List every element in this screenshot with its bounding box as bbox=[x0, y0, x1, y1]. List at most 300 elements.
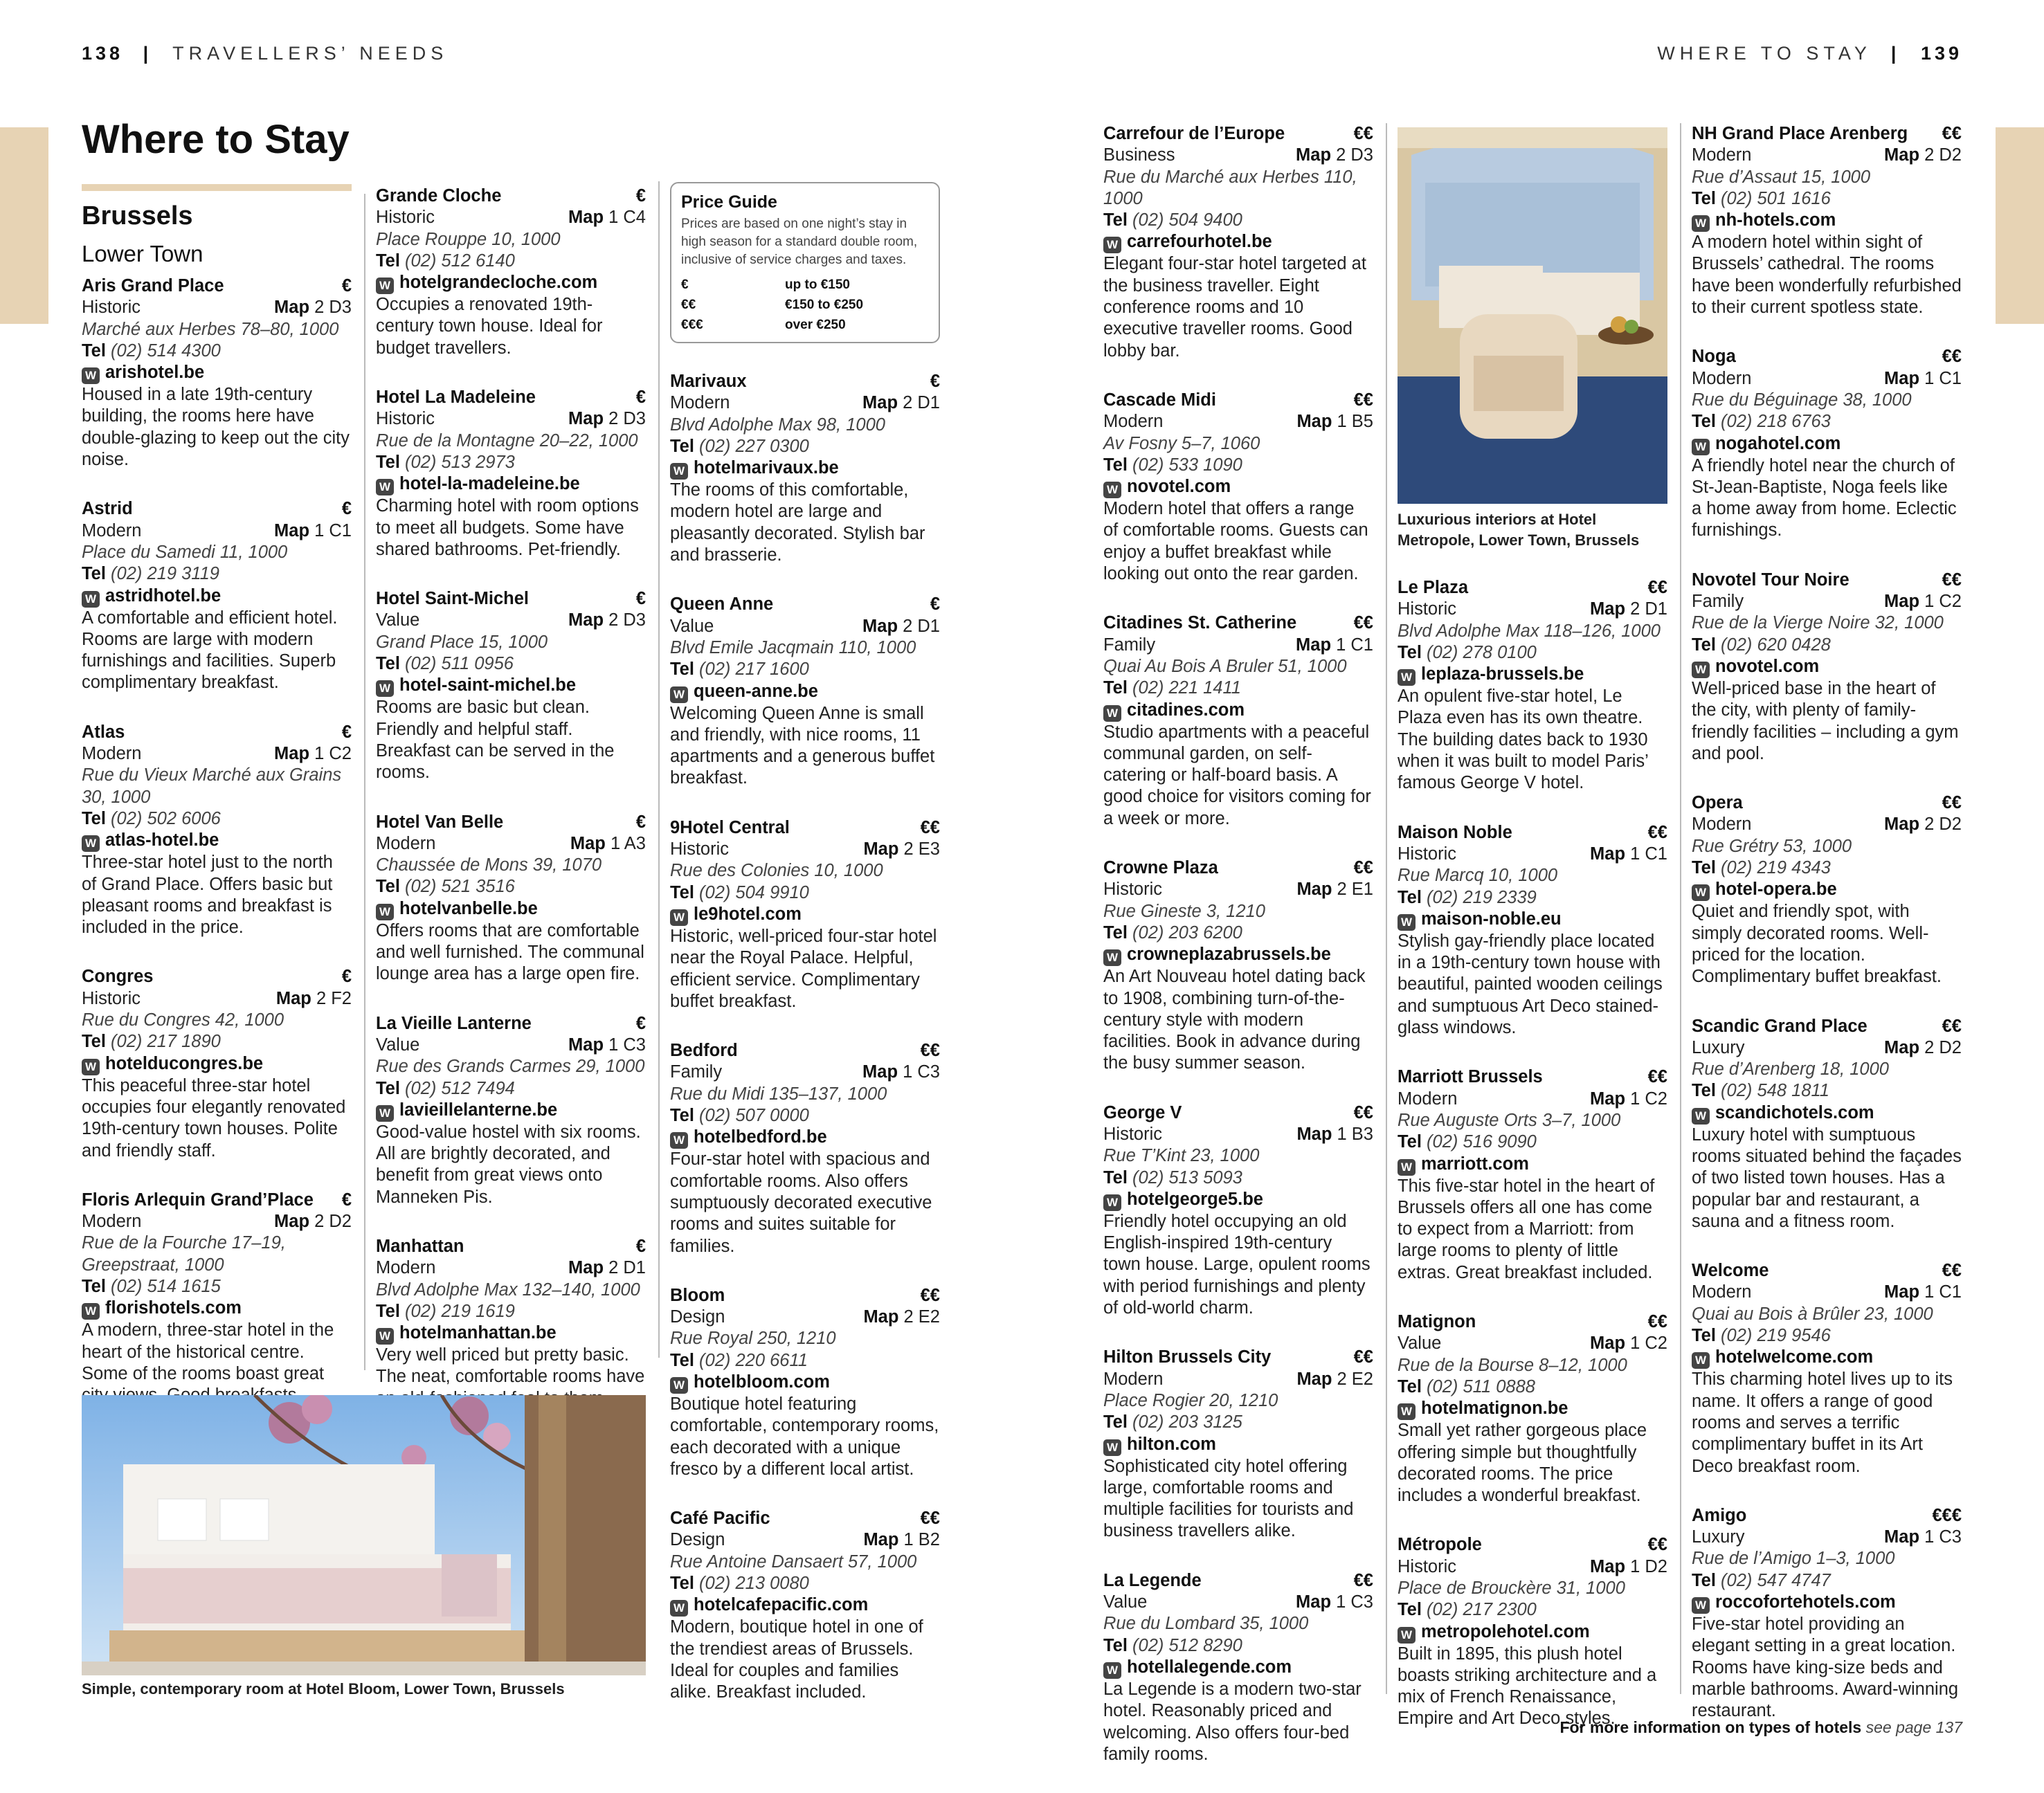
map-label: Map bbox=[274, 520, 310, 540]
tel-label: Tel bbox=[1103, 678, 1128, 698]
price-band: € bbox=[341, 722, 352, 742]
web-icon: W bbox=[1103, 1662, 1121, 1679]
web-icon: W bbox=[1103, 1439, 1121, 1456]
map-reference bbox=[568, 610, 646, 631]
hotel-entry bbox=[1103, 1347, 1373, 1542]
hotel-category: Modern bbox=[670, 393, 730, 413]
hotel-entry bbox=[1692, 1016, 1962, 1233]
web-icon: W bbox=[82, 1303, 100, 1320]
hotel-description: This five-star hotel in the heart of Brussels offers all one has come to expect from a Marriott: from large rooms to plenty of little extras. Great breakfast included. bbox=[1398, 1176, 1655, 1282]
hotel-address: Rue de la Montagne 20–22, 1000 bbox=[376, 430, 638, 450]
hotel-name: Manhattan bbox=[376, 1236, 464, 1256]
website-link[interactable]: hilton.com bbox=[1127, 1434, 1216, 1454]
hotel-website bbox=[1398, 1398, 1667, 1420]
website-link[interactable]: novotel.com bbox=[1127, 477, 1231, 497]
map-grid: 1 B5 bbox=[1337, 412, 1373, 432]
map-label: Map bbox=[274, 1212, 310, 1232]
hotel-name: Marriott Brussels bbox=[1398, 1067, 1543, 1087]
hotel-description: Sophisticated city hotel offering large, comfortable rooms and multiple facilities for tourists and business travellers alike. bbox=[1103, 1456, 1354, 1541]
map-label: Map bbox=[274, 744, 310, 764]
map-grid: 2 D2 bbox=[1924, 814, 1962, 835]
hotel-category: Modern bbox=[82, 1212, 142, 1232]
hotel-name: Bedford bbox=[670, 1041, 738, 1061]
web-icon: W bbox=[1398, 669, 1416, 686]
hotel-phone bbox=[1692, 1570, 1962, 1592]
hotel-heading-row bbox=[82, 1190, 352, 1211]
phone-number: (02) 620 0428 bbox=[1721, 635, 1831, 655]
hotel-entry bbox=[670, 1040, 940, 1257]
right-page-number: 139 bbox=[1920, 43, 1962, 64]
column-3 bbox=[670, 182, 940, 1731]
hotel-category: Modern bbox=[1692, 1282, 1752, 1302]
price-band: €€ bbox=[1353, 858, 1373, 878]
hotel-category-row bbox=[1103, 635, 1373, 656]
hotel-phone bbox=[1103, 210, 1373, 231]
map-reference bbox=[1296, 635, 1373, 656]
hotel-address: Blvd Adolphe Max 118–126, 1000 bbox=[1398, 621, 1661, 641]
map-reference bbox=[1296, 1124, 1373, 1145]
hotel-address: Rue d’Arenberg 18, 1000 bbox=[1692, 1059, 1889, 1080]
map-label: Map bbox=[570, 833, 606, 853]
map-reference bbox=[568, 1035, 646, 1056]
hotel-phone bbox=[1692, 635, 1962, 656]
hotel-phone bbox=[1692, 1080, 1962, 1102]
price-band: € bbox=[341, 967, 352, 987]
map-label: Map bbox=[862, 1062, 898, 1082]
hotel-phone bbox=[82, 808, 352, 830]
map-grid: 1 C1 bbox=[1336, 635, 1373, 655]
column-6 bbox=[1692, 123, 1962, 1750]
hotel-name: Noga bbox=[1692, 347, 1736, 367]
website-link[interactable]: hotelducongres.be bbox=[105, 1053, 264, 1073]
hotel-phone bbox=[82, 563, 352, 585]
website-link[interactable]: hotelcafepacific.com bbox=[694, 1595, 869, 1615]
hotel-name: Bloom bbox=[670, 1285, 725, 1305]
hotel-category-row bbox=[82, 1211, 352, 1232]
hotel-name: Café Pacific bbox=[670, 1509, 770, 1529]
hotel-address: Rue d’Assaut 15, 1000 bbox=[1692, 167, 1871, 187]
price-symbol: €€ bbox=[681, 298, 696, 312]
hotel-entry bbox=[82, 275, 352, 471]
hotel-website bbox=[376, 675, 646, 697]
map-reference bbox=[1884, 1527, 1962, 1548]
hotel-category: Family bbox=[1103, 635, 1156, 655]
hotel-website bbox=[82, 1053, 352, 1075]
hotel-website bbox=[1103, 231, 1373, 253]
hotel-website bbox=[376, 473, 646, 495]
web-icon: W bbox=[670, 463, 688, 480]
map-reference bbox=[276, 988, 352, 1010]
hotel-website bbox=[1398, 1154, 1667, 1176]
phone-number: (02) 219 3119 bbox=[111, 564, 219, 584]
website-link[interactable]: queen-anne.be bbox=[694, 681, 818, 701]
website-link[interactable]: hotelbloom.com bbox=[694, 1372, 830, 1392]
website-link[interactable]: hotellalegende.com bbox=[1127, 1657, 1292, 1677]
price-band: €€ bbox=[1353, 124, 1373, 143]
tel-label: Tel bbox=[1692, 635, 1716, 655]
hotel-category-row bbox=[376, 408, 646, 430]
hotel-entry bbox=[1398, 577, 1667, 794]
hotel-name: Scandic Grand Place bbox=[1692, 1016, 1867, 1036]
web-icon: W bbox=[1692, 662, 1710, 678]
hotel-description: Friendly hotel occupying an old English-inspired 19th-century town house. Large, opulent rooms with period furnishings and plenty of old-world charm. bbox=[1103, 1211, 1371, 1318]
hotel-category-row bbox=[1692, 145, 1962, 166]
hotel-description: Stylish gay-friendly place located in a 19th-century town house with beautiful, painted wooden ceilings and sumptuous Art Deco stained-glass windows. bbox=[1398, 931, 1663, 1038]
hotel-address: Rue Gineste 3, 1210 bbox=[1103, 901, 1265, 921]
hotel-category: Historic bbox=[376, 208, 435, 228]
left-running-head: 138 | TRAVELLERS’ NEEDS bbox=[82, 43, 449, 64]
website-link[interactable]: hotel-la-madeleine.be bbox=[399, 474, 580, 494]
hotel-heading-row bbox=[376, 812, 646, 833]
hotel-category: Modern bbox=[1692, 368, 1752, 388]
tel-label: Tel bbox=[670, 1574, 694, 1594]
hotel-category-row bbox=[670, 1062, 940, 1083]
price-range: over €250 bbox=[785, 318, 846, 332]
web-icon: W bbox=[376, 277, 394, 294]
map-label: Map bbox=[1296, 1592, 1332, 1612]
hotel-entry bbox=[82, 1190, 352, 1407]
hotel-phone bbox=[1103, 455, 1373, 476]
website-link[interactable]: florishotels.com bbox=[105, 1298, 242, 1318]
bedroom-illustration bbox=[82, 1395, 646, 1675]
price-band: € bbox=[341, 1190, 352, 1210]
hotel-address: Place Rogier 20, 1210 bbox=[1103, 1390, 1278, 1410]
website-link[interactable]: nh-hotels.com bbox=[1715, 210, 1836, 230]
phone-number: (02) 219 9546 bbox=[1721, 1326, 1831, 1346]
tel-label: Tel bbox=[1692, 1081, 1716, 1101]
phone-number: (02) 278 0100 bbox=[1427, 642, 1537, 662]
hotel-category-row bbox=[82, 297, 352, 318]
price-band: €€€ bbox=[1932, 1505, 1962, 1525]
hotel-phone bbox=[1103, 677, 1373, 699]
hotel-category: Historic bbox=[670, 839, 730, 859]
hotel-website bbox=[1103, 1657, 1373, 1679]
hotel-list bbox=[670, 371, 940, 1704]
hotel-name: Hotel Van Belle bbox=[376, 812, 504, 832]
website-link[interactable]: metropolehotel.com bbox=[1421, 1621, 1590, 1641]
hotel-heading-row bbox=[1692, 1505, 1962, 1527]
hotel-name: Opera bbox=[1692, 793, 1743, 813]
column-5 bbox=[1398, 577, 1667, 1758]
hotel-entry bbox=[82, 966, 352, 1161]
hotel-entry bbox=[1398, 1066, 1667, 1284]
hotel-heading-row bbox=[82, 498, 352, 520]
hotel-address: Place de Brouckère 31, 1000 bbox=[1398, 1578, 1625, 1598]
website-link[interactable]: scandichotels.com bbox=[1715, 1102, 1874, 1122]
price-band: €€ bbox=[920, 1041, 940, 1061]
map-grid: 1 C3 bbox=[608, 1035, 646, 1055]
website-link[interactable]: atlas-hotel.be bbox=[105, 830, 219, 850]
website-link[interactable]: marriott.com bbox=[1421, 1154, 1529, 1174]
web-icon: W bbox=[1398, 914, 1416, 931]
hotel-name: Aris Grand Place bbox=[82, 276, 224, 295]
hotel-description: Small yet rather gorgeous place offering simple but thoughtfully decorated rooms. The price includes a wonderful breakfast. bbox=[1398, 1421, 1647, 1506]
map-label: Map bbox=[1296, 880, 1332, 900]
tel-label: Tel bbox=[1398, 1132, 1422, 1152]
price-guide-row bbox=[681, 315, 929, 335]
hotel-description: Boutique hotel featuring comfortable, contemporary rooms, each decorated with a unique fresco by a different local artist. bbox=[670, 1394, 939, 1479]
hotel-category: Historic bbox=[82, 988, 141, 1008]
price-band: € bbox=[635, 1013, 646, 1033]
map-label: Map bbox=[1884, 1282, 1920, 1302]
website-link[interactable]: crowneplazabrussels.be bbox=[1127, 945, 1331, 965]
website-link[interactable]: hotelgrandecloche.com bbox=[399, 273, 598, 293]
phone-number: (02) 219 1619 bbox=[405, 1301, 515, 1321]
hotel-category-row bbox=[82, 988, 352, 1010]
website-link[interactable]: arishotel.be bbox=[105, 363, 205, 383]
hotel-name: Hotel La Madeleine bbox=[376, 388, 536, 408]
map-grid: 2 D1 bbox=[1630, 599, 1667, 619]
hotel-category-row bbox=[82, 743, 352, 765]
hotel-address: Blvd Adolphe Max 98, 1000 bbox=[670, 415, 885, 435]
tel-label: Tel bbox=[82, 340, 106, 361]
website-link[interactable]: hotelwelcome.com bbox=[1715, 1347, 1874, 1367]
map-label: Map bbox=[862, 616, 898, 636]
hotel-category: Family bbox=[1692, 592, 1744, 612]
map-grid: 2 F2 bbox=[316, 988, 352, 1008]
website-link[interactable]: astridhotel.be bbox=[105, 585, 221, 606]
map-grid: 2 D1 bbox=[608, 1258, 646, 1278]
website-link[interactable]: maison-noble.eu bbox=[1421, 909, 1562, 929]
hotel-phone bbox=[1103, 922, 1373, 944]
map-label: Map bbox=[863, 839, 899, 859]
hotel-entry bbox=[670, 1285, 940, 1480]
price-band: €€ bbox=[1647, 578, 1667, 597]
website-link[interactable]: hotelbedford.be bbox=[694, 1127, 827, 1147]
web-icon: W bbox=[1398, 1159, 1416, 1176]
hotel-entry bbox=[1692, 1260, 1962, 1477]
hotel-address: Rue Royal 250, 1210 bbox=[670, 1329, 836, 1349]
map-label: Map bbox=[275, 988, 311, 1008]
website-link[interactable]: hotelvanbelle.be bbox=[399, 898, 538, 918]
web-icon: W bbox=[82, 835, 100, 852]
column-4 bbox=[1103, 123, 1373, 1793]
price-band: €€ bbox=[1942, 1016, 1962, 1036]
map-label: Map bbox=[568, 610, 604, 630]
column-2 bbox=[376, 185, 646, 1437]
price-band: €€ bbox=[1942, 570, 1962, 590]
hotel-category-row bbox=[376, 833, 646, 855]
hotel-phone bbox=[1692, 188, 1962, 210]
hotel-name: Matignon bbox=[1398, 1312, 1476, 1332]
map-reference bbox=[1296, 411, 1373, 433]
web-icon: W bbox=[1103, 482, 1121, 498]
website-link[interactable]: hotelmatignon.be bbox=[1421, 1399, 1568, 1419]
price-band: €€ bbox=[1353, 390, 1373, 410]
website-link[interactable]: novotel.com bbox=[1715, 656, 1820, 676]
phone-number: (02) 548 1811 bbox=[1721, 1081, 1829, 1101]
map-grid: 1 A3 bbox=[610, 833, 646, 853]
hotel-heading-row bbox=[1692, 346, 1962, 367]
price-band: € bbox=[341, 499, 352, 519]
hotel-name: Citadines St. Catherine bbox=[1103, 613, 1297, 633]
hotel-heading-row bbox=[1692, 123, 1962, 145]
map-label: Map bbox=[1884, 814, 1920, 835]
map-grid: 1 C2 bbox=[314, 744, 352, 764]
map-reference bbox=[1884, 368, 1962, 390]
map-reference bbox=[1884, 1282, 1962, 1303]
map-reference bbox=[1296, 1592, 1373, 1613]
website-link[interactable]: carrefourhotel.be bbox=[1127, 232, 1272, 252]
map-label: Map bbox=[1884, 592, 1920, 612]
hotel-entry bbox=[1398, 822, 1667, 1039]
hotel-name: Hotel Saint-Michel bbox=[376, 589, 530, 609]
tel-label: Tel bbox=[1398, 642, 1422, 662]
hotel-phone bbox=[376, 653, 646, 675]
hotel-phone bbox=[1692, 411, 1962, 433]
tel-label: Tel bbox=[376, 877, 400, 897]
left-thumb-tab bbox=[0, 127, 48, 324]
hotel-address: Rue de l’Amigo 1–3, 1000 bbox=[1692, 1549, 1895, 1569]
website-link[interactable]: nogahotel.com bbox=[1715, 433, 1841, 453]
hotel-entry bbox=[670, 594, 940, 789]
right-section-title: WHERE TO STAY bbox=[1657, 43, 1872, 64]
hotel-address: Av Fosny 5–7, 1060 bbox=[1103, 433, 1260, 453]
hotel-website bbox=[1103, 944, 1373, 966]
hotel-name: Métropole bbox=[1398, 1535, 1482, 1555]
map-label: Map bbox=[1590, 844, 1626, 864]
phone-number: (02) 533 1090 bbox=[1132, 455, 1242, 475]
phone-number: (02) 504 9400 bbox=[1132, 210, 1242, 230]
hotel-description: Three-star hotel just to the north of Grand Place. Offers basic but pleasant rooms and breakfast is included in the price. bbox=[82, 853, 333, 938]
hotel-address: Rue des Colonies 10, 1000 bbox=[670, 861, 883, 881]
hotel-name: Queen Anne bbox=[670, 594, 774, 615]
website-link[interactable]: hotel-opera.be bbox=[1715, 880, 1837, 900]
tel-label: Tel bbox=[376, 654, 400, 674]
map-label: Map bbox=[863, 1530, 899, 1550]
map-reference bbox=[863, 839, 940, 860]
hotel-website bbox=[1103, 1189, 1373, 1211]
hotel-website bbox=[1398, 909, 1667, 931]
hotel-phone bbox=[1692, 857, 1962, 879]
hotel-description: Offers rooms that are comfortable and well furnished. The communal lounge area has a large open fire. bbox=[376, 920, 644, 984]
hotel-heading-row bbox=[670, 1040, 940, 1062]
hotel-entry bbox=[376, 387, 646, 561]
hotel-category-row bbox=[1398, 1089, 1667, 1110]
map-label: Map bbox=[1590, 1556, 1626, 1576]
hotel-description: Housed in a late 19th-century building, the rooms here have double-glazing to keep out the city noise. bbox=[82, 385, 350, 470]
hotel-heading-row bbox=[670, 817, 940, 839]
website-link[interactable]: roccofortehotels.com bbox=[1715, 1592, 1896, 1612]
map-reference bbox=[1590, 1333, 1667, 1354]
web-icon: W bbox=[670, 1132, 688, 1149]
map-grid: 2 D3 bbox=[1336, 145, 1373, 165]
hotel-address: Rue du Vieux Marché aux Grains 30, 1000 bbox=[82, 765, 342, 807]
map-label: Map bbox=[568, 1258, 604, 1278]
hotel-category: Design bbox=[670, 1530, 725, 1550]
tel-label: Tel bbox=[1103, 210, 1128, 230]
website-link[interactable]: citadines.com bbox=[1127, 700, 1245, 720]
map-grid: 1 C1 bbox=[1630, 844, 1667, 864]
hotel-entry bbox=[1103, 1102, 1373, 1320]
web-icon: W bbox=[376, 1105, 394, 1122]
hotel-heading-row bbox=[1692, 570, 1962, 591]
map-label: Map bbox=[1590, 1334, 1626, 1354]
hotel-category: Modern bbox=[1398, 1089, 1458, 1109]
website-link[interactable]: hotel-saint-michel.be bbox=[399, 675, 577, 695]
price-band: € bbox=[341, 276, 352, 295]
hotel-category: Family bbox=[670, 1062, 723, 1082]
map-grid: 2 D1 bbox=[903, 616, 940, 636]
website-link[interactable]: lavieillelanterne.be bbox=[399, 1100, 558, 1120]
website-link[interactable]: hotelgeorge5.be bbox=[1127, 1189, 1263, 1209]
phone-number: (02) 213 0080 bbox=[699, 1574, 809, 1594]
column-1 bbox=[82, 201, 352, 1434]
hotel-website bbox=[376, 898, 646, 920]
web-icon: W bbox=[376, 680, 394, 697]
hotel-website bbox=[1692, 210, 1962, 232]
price-band: €€ bbox=[1647, 1535, 1667, 1555]
hotel-category: Historic bbox=[1398, 1556, 1457, 1576]
photo-caption: Luxurious interiors at Hotel Metropole, Lower Town, Brussels bbox=[1398, 511, 1640, 549]
hotel-heading-row bbox=[82, 722, 352, 743]
hotel-name: Welcome bbox=[1692, 1261, 1769, 1281]
map-label: Map bbox=[862, 393, 898, 413]
web-icon: W bbox=[1692, 1352, 1710, 1369]
hotel-entry bbox=[1103, 612, 1373, 830]
tel-label: Tel bbox=[82, 1032, 106, 1052]
web-icon: W bbox=[1103, 1194, 1121, 1211]
hotel-entry bbox=[82, 498, 352, 693]
website-link[interactable]: hotelmanhattan.be bbox=[399, 1323, 557, 1343]
map-grid: 1 C2 bbox=[1924, 592, 1962, 612]
website-link[interactable]: hotelmarivaux.be bbox=[694, 458, 839, 478]
hotel-website bbox=[1692, 1102, 1962, 1125]
hotel-phone bbox=[670, 1105, 940, 1127]
hotel-address: Rue du Congres 42, 1000 bbox=[82, 1010, 284, 1030]
map-reference bbox=[274, 297, 352, 318]
hotel-description: Charming hotel with room options to meet all budgets. Some have shared bathrooms. Pet-friendly. bbox=[376, 496, 639, 559]
map-reference bbox=[1590, 1556, 1667, 1578]
hotel-heading-row bbox=[82, 275, 352, 297]
hotel-category-row bbox=[670, 839, 940, 860]
hotel-entry bbox=[1692, 123, 1962, 318]
price-band: €€ bbox=[920, 817, 940, 837]
hotel-address: Rue du Béguinage 38, 1000 bbox=[1692, 390, 1912, 410]
hotel-website bbox=[670, 457, 940, 480]
phone-number: (02) 219 4343 bbox=[1721, 858, 1831, 878]
tel-label: Tel bbox=[376, 1301, 400, 1321]
map-grid: 2 D2 bbox=[1924, 145, 1962, 165]
map-grid: 2 E3 bbox=[903, 839, 940, 859]
price-band: €€ bbox=[1942, 347, 1962, 367]
hotel-phone bbox=[670, 1350, 940, 1372]
hotel-entry bbox=[376, 588, 646, 783]
web-icon: W bbox=[670, 909, 688, 926]
map-label: Map bbox=[1590, 599, 1626, 619]
phone-number: (02) 513 5093 bbox=[1132, 1167, 1242, 1187]
hotel-phone bbox=[1398, 887, 1667, 909]
hotel-website bbox=[670, 1127, 940, 1149]
hotel-website bbox=[1692, 1592, 1962, 1614]
phone-number: (02) 521 3516 bbox=[405, 877, 515, 897]
map-reference bbox=[862, 1062, 940, 1083]
hotel-list bbox=[376, 185, 646, 1410]
price-guide-row bbox=[681, 295, 929, 315]
web-icon: W bbox=[1692, 215, 1710, 232]
hotel-phone bbox=[1398, 1599, 1667, 1621]
phone-number: (02) 221 1411 bbox=[1132, 678, 1241, 698]
price-band: €€ bbox=[1353, 1347, 1373, 1367]
hotel-phone bbox=[1398, 1376, 1667, 1398]
map-label: Map bbox=[274, 298, 310, 318]
map-grid: 1 D2 bbox=[1630, 1556, 1667, 1576]
website-link[interactable]: le9hotel.com bbox=[694, 904, 802, 924]
website-link[interactable]: leplaza-brussels.be bbox=[1421, 664, 1584, 684]
hotel-category-row bbox=[1692, 591, 1962, 612]
hotel-metropole-photo bbox=[1398, 127, 1667, 504]
map-label: Map bbox=[1296, 635, 1332, 655]
